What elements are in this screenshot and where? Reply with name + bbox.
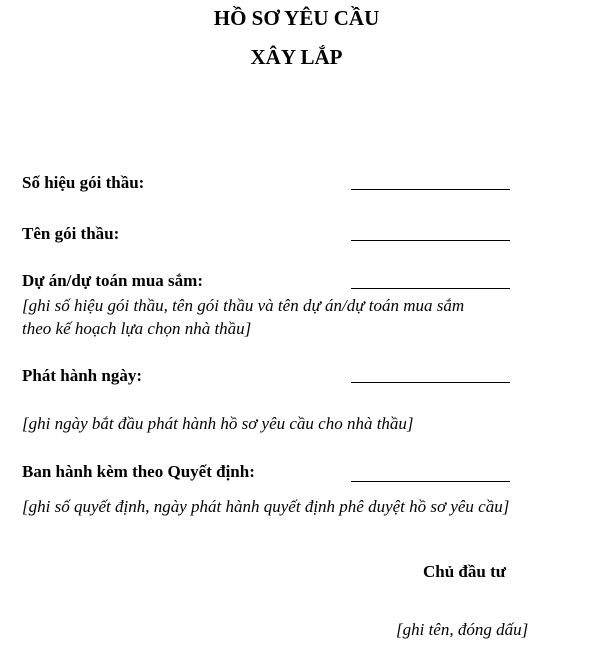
field-note-decision: [ghi số quyết định, ngày phát hành quyết định phê duyệt hồ sơ yêu cầu] bbox=[22, 497, 510, 516]
field-blank-package-name bbox=[351, 240, 510, 241]
field-label-decision: Ban hành kèm theo Quyết định: bbox=[22, 462, 255, 481]
field-label-package-number: Số hiệu gói thầu: bbox=[22, 173, 145, 192]
investor-signature-title: Chủ đầu tư bbox=[423, 562, 506, 581]
field-label-project: Dự án/dự toán mua sắm: bbox=[22, 271, 203, 290]
document-title-line2: XÂY LẮP bbox=[250, 45, 343, 69]
field-label-issue-date: Phát hành ngày: bbox=[22, 366, 142, 385]
field-blank-issue-date bbox=[351, 382, 510, 383]
field-note-issue-date: [ghi ngày bắt đầu phát hành hồ sơ yêu cầu cho nhà thầu] bbox=[22, 414, 414, 433]
document-title-line1: HỒ SƠ YÊU CẦU bbox=[213, 6, 380, 30]
field-blank-decision bbox=[351, 481, 510, 482]
field-label-package-name: Tên gói thầu: bbox=[22, 224, 120, 243]
field-note-project-line1: [ghi số hiệu gói thầu, tên gói thầu và tên dự án/dự toán mua sắm bbox=[22, 296, 465, 315]
field-note-project-line2: theo kế hoạch lựa chọn nhà thầu] bbox=[22, 319, 252, 338]
field-blank-project bbox=[351, 288, 510, 289]
field-blank-package-number bbox=[351, 189, 510, 190]
investor-signature-note: [ghi tên, đóng dấu] bbox=[396, 620, 529, 639]
